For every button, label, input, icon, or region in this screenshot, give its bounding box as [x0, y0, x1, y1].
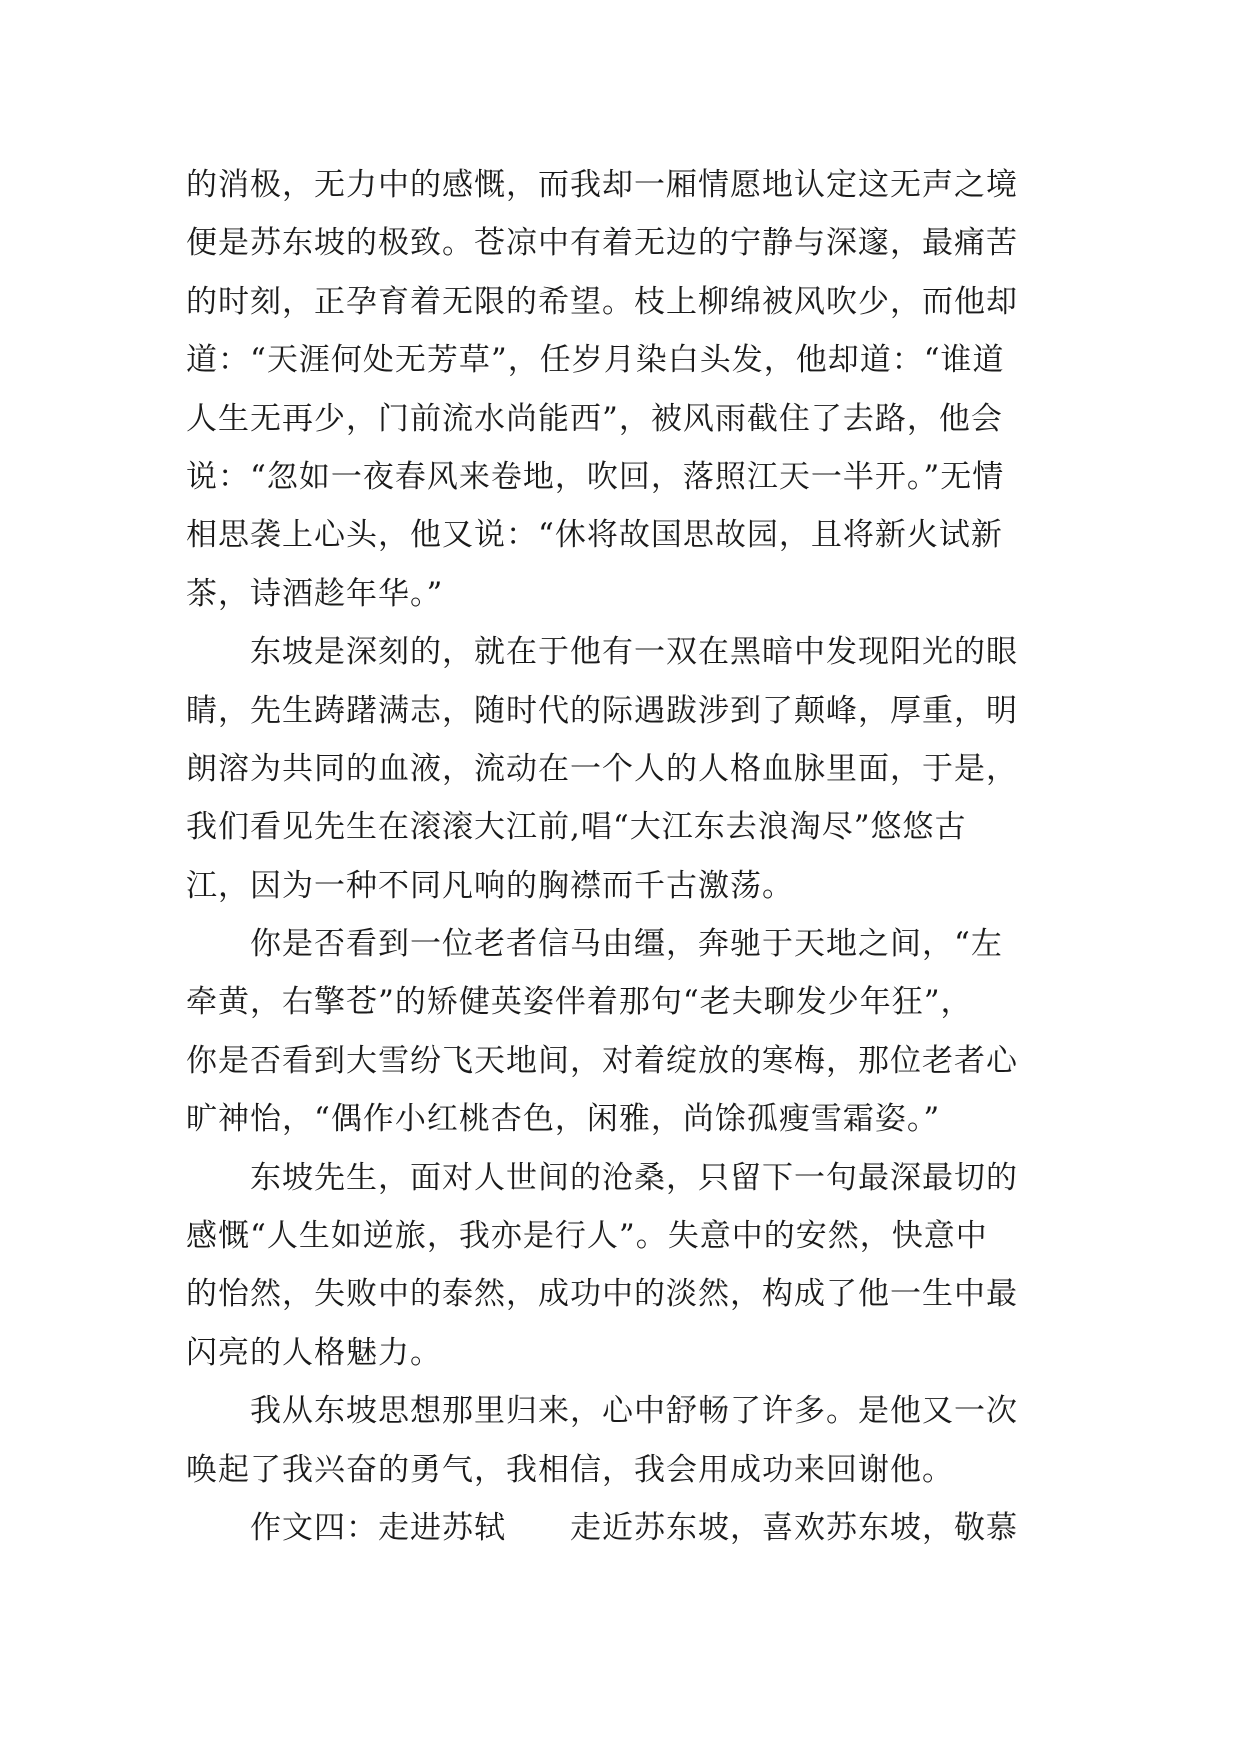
text-line: 道：“天涯何处无芳草”，任岁月染白头发，他却道：“谁道 — [186, 342, 1005, 379]
text-line: 的消极，无力中的感慨，而我却一厢情愿地认定这无声之境 — [186, 167, 1018, 203]
text-line: 人生无再少，门前流水尚能西”，被风雨截住了去路，他会 — [186, 400, 1003, 437]
text-line: 闪亮的人格魅力。 — [186, 1334, 442, 1371]
text-line: 睛，先生踌躇满志，随时代的际遇跋涉到了颠峰，厚重，明 — [186, 692, 1018, 729]
text-line: 江，因为一种不同凡响的胸襟而千古激荡。 — [186, 867, 794, 904]
text-line: 朗溶为共同的血液，流动在一个人的人格血脉里面，于是， — [186, 750, 1018, 787]
text-line: 我们看见先生在滚滚大江前,唱“大江东去浪淘尽”悠悠古 — [186, 809, 967, 846]
text-line: 你是否看到一位老者信马由缰，奔驰于天地之间，“左 — [250, 926, 1003, 963]
text-line: 便是苏东坡的极致。苍凉中有着无边的宁静与深邃，最痛苦 — [186, 225, 1018, 262]
text-line: 唤起了我兴奋的勇气，我相信，我会用成功来回谢他。 — [186, 1451, 954, 1488]
text-line: 你是否看到大雪纷飞天地间，对着绽放的寒梅，那位老者心 — [186, 1042, 1018, 1079]
text-line: 牵黄，右擎苍”的矫健英姿伴着那句“老夫聊发少年狂”， — [186, 984, 973, 1021]
text-line: 东坡先生，面对人世间的沧桑，只留下一句最深最切的 — [250, 1159, 1018, 1196]
text-line: 旷神怡，“偶作小红桃杏色，闲雅，尚馀孤瘦雪霜姿。” — [186, 1101, 941, 1138]
text-line: 的时刻，正孕育着无限的希望。枝上柳绵被风吹少，而他却 — [186, 283, 1018, 320]
text-line: 我从东坡思想那里归来，心中舒畅了许多。是他又一次 — [250, 1393, 1018, 1430]
text-line: 作文四：走进苏轼 走近苏东坡，喜欢苏东坡，敬慕 — [250, 1509, 1018, 1546]
text-line: 感慨“人生如逆旅，我亦是行人”。失意中的安然，快意中 — [186, 1218, 988, 1255]
text-line: 茶，诗酒趁年华。” — [186, 575, 444, 612]
text-line: 东坡是深刻的，就在于他有一双在黑暗中发现阳光的眼 — [250, 634, 1018, 671]
essay-body — [186, 156, 1066, 1557]
text-line: 说：“忽如一夜春风来卷地，吹回，落照江天一半开。”无情 — [186, 458, 1005, 495]
text-line: 的怡然，失败中的泰然，成功中的淡然，构成了他一生中最 — [186, 1276, 1018, 1313]
text-line: 相思袭上心头，他又说：“休将故国思故园，且将新火试新 — [186, 517, 1003, 554]
